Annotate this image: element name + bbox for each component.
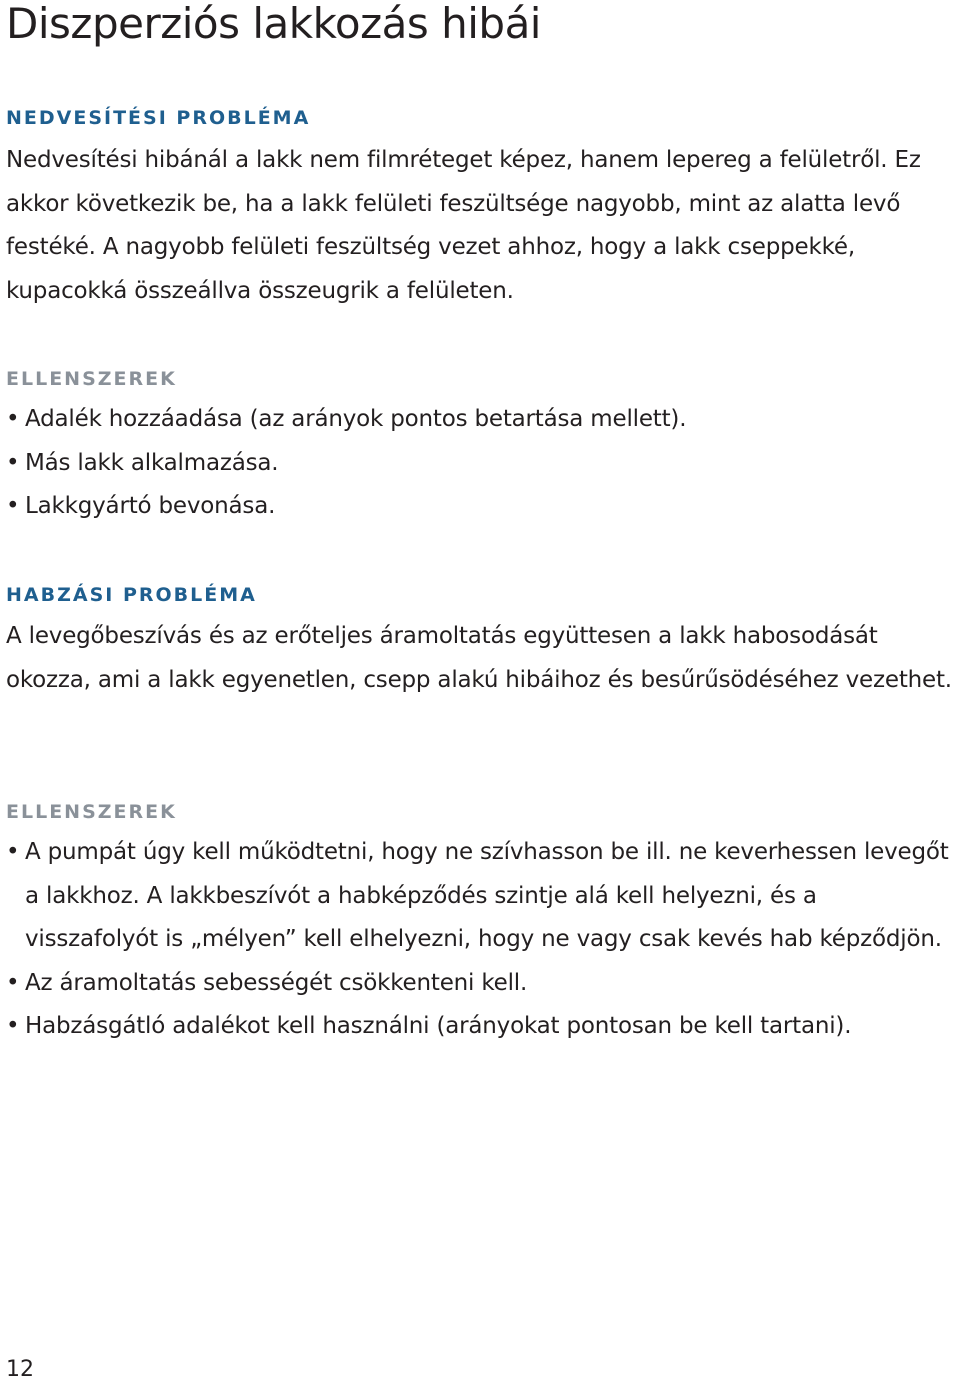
list-item xyxy=(6,831,956,962)
list-item-text: A pumpát úgy kell működtetni, hogy ne szívhasson be ill. ne keverhessen levegőt a lakkhoz. A lakkbeszívót a habképződés szintje alá kell helyezni, és a visszafolyót is „mélyen” kell elhelyezni, hogy ne vagy csak kevés hab képződjön. xyxy=(25,839,949,952)
remedies-list-foaming xyxy=(6,831,956,1049)
list-item xyxy=(6,485,956,529)
bullet-icon: • xyxy=(6,1013,20,1039)
section-text-wetting: Nedvesítési hibánál a lakk nem filmréteget képez, hanem lepereg a felületről. Ez akkor következik be, ha a lakk felületi feszültsége nagyobb, mint az alatta levő festéké. A nagyobb felületi feszültség vezet ahhoz, hogy a lakk cseppekké, kupacokká összeállva összeugrik a felületen. xyxy=(6,147,921,304)
bullet-icon: • xyxy=(6,406,20,432)
section-heading-wetting: NEDVESÍTÉSI PROBLÉMA xyxy=(6,107,311,129)
bullet-icon: • xyxy=(6,449,20,476)
list-item-text: Lakkgyártó bevonása. xyxy=(25,493,276,519)
list-item xyxy=(6,1005,956,1049)
list-item-text: Más lakk alkalmazása. xyxy=(25,449,279,476)
bullet-icon: • xyxy=(6,969,20,996)
remedies-heading-foaming: ELLENSZEREK xyxy=(6,801,177,823)
section-heading-foaming: HABZÁSI PROBLÉMA xyxy=(6,584,257,606)
remedies-heading-wetting: ELLENSZEREK xyxy=(6,368,177,390)
page-title: Diszperziós lakkozás hibái xyxy=(6,0,541,48)
list-item-text: Az áramoltatás sebességét csökkenteni kell. xyxy=(25,969,528,996)
bullet-icon: • xyxy=(6,493,20,519)
list-item xyxy=(6,398,956,442)
remedies-list-wetting xyxy=(6,398,956,529)
page-number: 12 xyxy=(6,1357,34,1382)
list-item-text: Habzásgátló adalékot kell használni (arányokat pontosan be kell tartani). xyxy=(25,1013,852,1039)
bullet-icon: • xyxy=(6,839,20,865)
list-item-text: Adalék hozzáadása (az arányok pontos betartása mellett). xyxy=(25,406,687,432)
list-item xyxy=(6,962,956,1006)
list-item xyxy=(6,442,956,486)
section-text-foaming: A levegőbeszívás és az erőteljes áramoltatás együttesen a lakk habosodását okozza, ami a lakk egyenetlen, csepp alakú hibáihoz és besűrűsödéséhez vezethet. xyxy=(6,623,952,693)
